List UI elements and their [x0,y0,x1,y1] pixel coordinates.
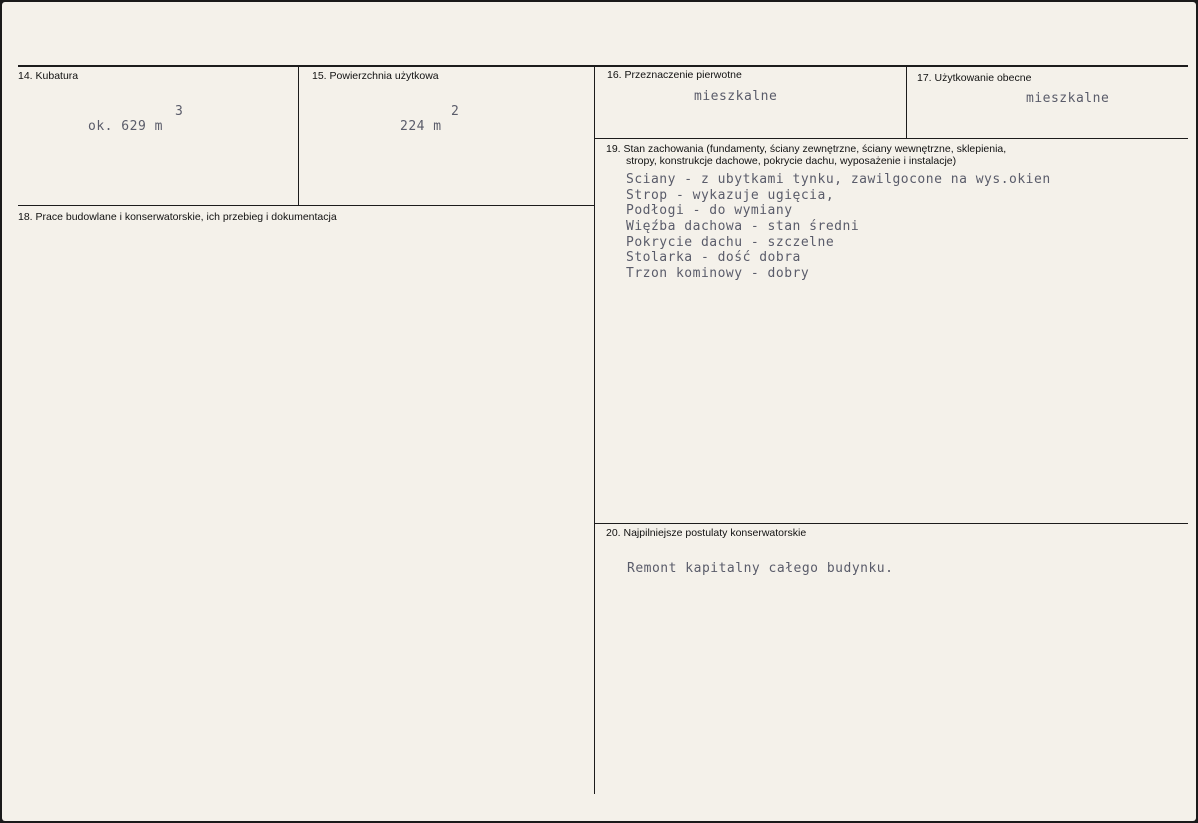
stan-label-line1: 19. Stan zachowania (fundamenty, ściany zewnętrzne, ściany wewnętrzne, sklepienia, [606,143,1007,155]
uzytkowanie-value: mieszkalne [1026,91,1110,106]
powierzchnia-value: 224 m [400,119,442,134]
stan-line: Więźba dachowa - stan średni [626,219,860,235]
rule-under-16-17 [594,138,1188,139]
stan-label-line2: stropy, konstrukcje dachowe, pokrycie dachu, wyposażenie i instalacje) [626,155,957,167]
stan-line: Trzon kominowy - dobry [626,266,810,282]
postulaty-label: 20. Najpilniejsze postulaty konserwatorskie [606,527,807,539]
stan-line: Stolarka - dość dobra [626,250,801,266]
uzytkowanie-label: 17. Użytkowanie obecne [917,72,1032,84]
divider-16-17 [906,66,907,138]
kubatura-value: ok. 629 m [88,119,163,134]
rule-above-20 [594,523,1188,524]
top-rule [18,65,1188,67]
kubatura-label: 14. Kubatura [18,70,79,82]
divider-14-15 [298,66,299,205]
powierzchnia-label: 15. Powierzchnia użytkowa [312,70,439,82]
stan-line: Podłogi - do wymiany [626,203,793,219]
record-card [2,2,1196,821]
stan-details [626,172,1051,282]
powierzchnia-unit-exponent: 2 [451,104,460,119]
stan-line: Sciany - z ubytkami tynku, zawilgocone na wys.okien [626,172,1051,187]
stan-line: Pokrycie dachu - szczelne [626,234,835,250]
rule-under-14-15 [18,205,594,206]
prace-label: 18. Prace budowlane i konserwatorskie, ich przebieg i dokumentacja [18,211,337,223]
kubatura-unit-exponent: 3 [175,104,184,119]
center-divider [594,66,595,794]
przeznaczenie-value: mieszkalne [694,89,778,104]
stan-line: Strop - wykazuje ugięcia, [626,187,835,203]
przeznaczenie-label: 16. Przeznaczenie pierwotne [607,69,742,81]
postulaty-value: Remont kapitalny całego budynku. [627,561,894,576]
